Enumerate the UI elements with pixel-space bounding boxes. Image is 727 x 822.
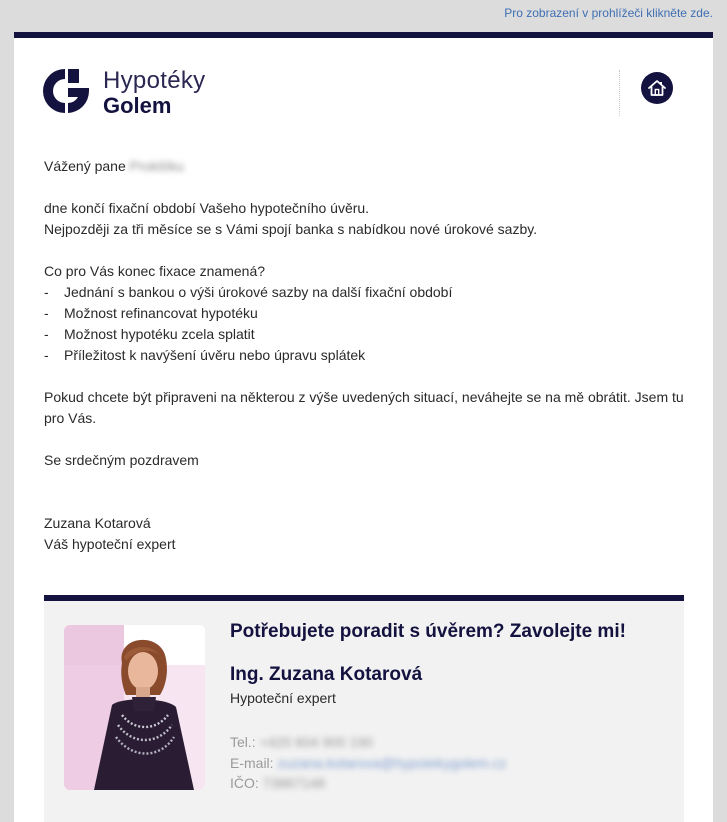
greeting-name: Prokšíku	[129, 158, 185, 174]
top-bar	[0, 0, 727, 30]
message-paragraph-line-1: Pokud chcete být připraveni na některou z výše uvedených situací, neváhejte se na mě obrátit. Jsem tu	[44, 389, 684, 405]
list-item	[44, 303, 258, 324]
tel-value[interactable]: +420 604 900 190	[259, 734, 373, 750]
list-item	[44, 282, 452, 303]
list-dash: -	[44, 347, 49, 363]
home-icon	[647, 78, 667, 98]
list-dash: -	[44, 326, 49, 342]
message-paragraph-line-2: pro Vás.	[44, 410, 97, 426]
list-dash: -	[44, 305, 49, 321]
greeting	[44, 156, 184, 177]
list-item	[44, 345, 365, 366]
signature-title: Váš hypoteční expert	[44, 536, 176, 552]
contact-name: Ing. Zuzana Kotarová	[230, 664, 423, 685]
contact-ico	[230, 775, 325, 791]
header-divider	[619, 70, 620, 116]
view-in-browser-link[interactable]: Pro zobrazení v prohlížeči klikněte zde.	[504, 6, 713, 20]
email-link[interactable]: zuzana.kotarova@hypotekygolem.cz	[277, 755, 507, 771]
ico-label: IČO:	[230, 775, 259, 791]
list-item	[44, 324, 255, 345]
closing: Se srdečným pozdravem	[44, 452, 199, 468]
list-item-text: Možnost hypotéku zcela splatit	[64, 326, 255, 342]
golem-logo-icon	[43, 67, 91, 115]
logo-text-golem: Golem	[103, 93, 172, 118]
logo-text-hypoteky: Hypotéky	[103, 67, 206, 94]
list-dash: -	[44, 284, 49, 300]
contact-role: Hypoteční expert	[230, 690, 336, 706]
email-label: E-mail:	[230, 755, 274, 771]
hypoteky-golem-logo	[43, 67, 223, 117]
contact-tel	[230, 734, 373, 750]
message-question: Co pro Vás konec fixace znamená?	[44, 263, 266, 279]
card-top-border	[14, 32, 713, 38]
message-line-2: Nejpozději za tři měsíce se s Vámi spojí banka s nabídkou nové úrokové sazby.	[44, 221, 538, 237]
email-card	[14, 32, 713, 822]
contact-card-top-border	[44, 595, 684, 601]
contact-card-heading: Potřebujete poradit s úvěrem? Zavolejte mi!	[230, 621, 626, 642]
list-item-text: Jednání s bankou o výši úrokové sazby na další fixační období	[64, 284, 453, 300]
list-item-text: Možnost refinancovat hypotéku	[64, 305, 258, 321]
greeting-prefix: Vážený pane	[44, 158, 126, 174]
home-button[interactable]	[641, 72, 673, 104]
ico-value: 73867148	[262, 775, 326, 791]
list-item-text: Příležitost k navýšení úvěru nebo úpravu splátek	[64, 347, 366, 363]
contact-email	[230, 755, 507, 771]
contact-card	[44, 595, 684, 822]
portrait-photo	[64, 625, 205, 790]
message-line-1: dne končí fixační období Vašeho hypotečního úvěru.	[44, 200, 370, 216]
tel-label: Tel.:	[230, 734, 256, 750]
signature-name: Zuzana Kotarová	[44, 515, 151, 531]
